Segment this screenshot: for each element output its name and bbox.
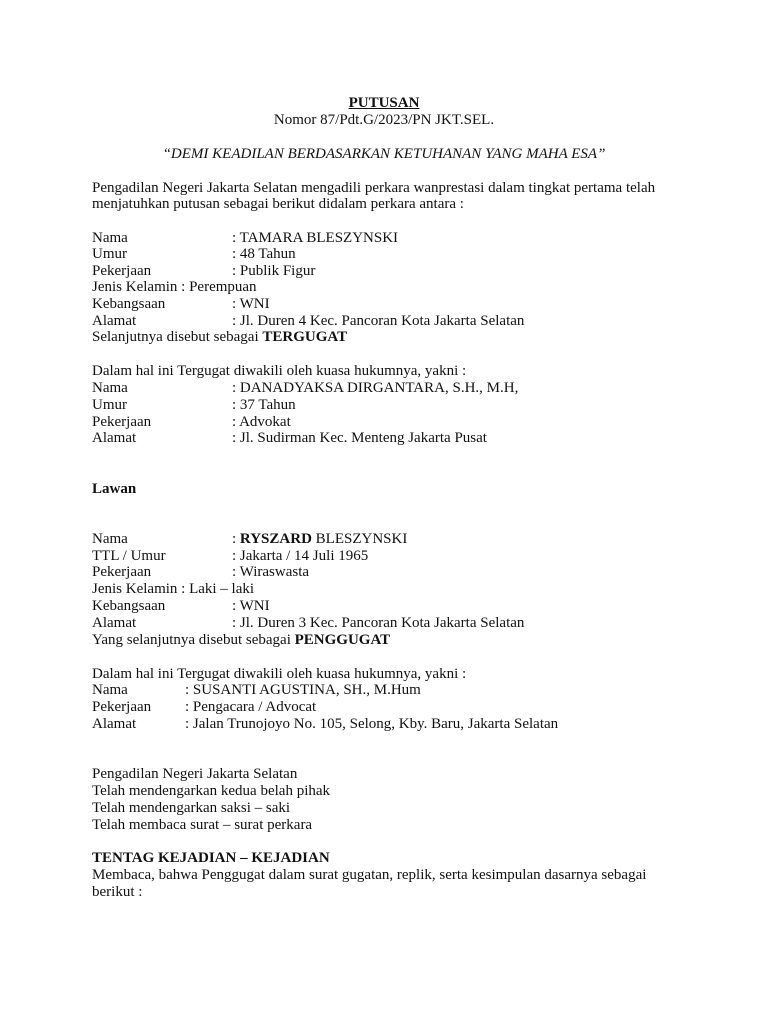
case-number: Nomor 87/Pdt.G/2023/PN JKT.SEL. [273,112,495,128]
field-label: Pekerjaan [92,263,152,279]
intro-line-2: menjatuhkan putusan sebagai berikut didalam perkara antara : [92,196,464,212]
facts-text-line-2: berikut : [92,884,143,900]
field-colon: : [232,531,240,547]
defendant-counsel-alamat-row [92,430,487,446]
field-value: : SUSANTI AGUSTINA, SH., M.Hum [185,682,421,698]
court-note: Telah membaca surat – surat perkara [92,817,313,833]
intro-line-1: Pengadilan Negeri Jakarta Selatan mengadili perkara wanprestasi dalam tingkat pertama telah [92,180,656,196]
defendant-counsel-pekerjaan-row [92,414,291,430]
field-value: : DANADYAKSA DIRGANTARA, S.H., M.H, [232,380,519,396]
field-label: Umur [92,397,127,413]
field-label: Alamat [92,313,137,329]
field-label: Alamat [92,615,137,631]
facts-heading: TENTAG KEJADIAN – KEJADIAN [92,850,330,866]
field-label: Nama [92,380,128,396]
defendant-pekerjaan-row [92,263,315,279]
versus-heading: Lawan [92,481,137,497]
defendant-nama-row [92,230,398,246]
field-label: Pekerjaan [92,699,152,715]
field-value: : Advokat [232,414,291,430]
field-label: Kebangsaan [92,598,166,614]
plaintiff-pekerjaan-row [92,564,309,580]
field-value: : Jakarta / 14 Juli 1965 [232,548,369,564]
defendant-designation [92,329,347,345]
field-value: : Jl. Sudirman Kec. Menteng Jakarta Pusat [232,430,487,446]
field-label: TTL / Umur [92,548,166,564]
field-value: : WNI [232,296,270,312]
defendant-umur-row [92,246,296,262]
field-value: : TAMARA BLESZYNSKI [232,230,399,246]
designation-role: TERGUGAT [262,329,348,345]
field-label: Nama [92,531,128,547]
document-title: PUTUSAN [348,95,420,111]
field-label: Pekerjaan [92,564,152,580]
plaintiff-last-name: BLESZYNSKI [311,531,408,547]
defendant-alamat-row [92,313,524,329]
plaintiff-jenis-kelamin: Jenis Kelamin : Laki – laki [92,581,255,597]
plaintiff-counsel-intro: Dalam hal ini Tergugat diwakili oleh kuasa hukumnya, yakni : [92,666,467,682]
field-label: Alamat [92,716,137,732]
field-label: Pekerjaan [92,414,152,430]
designation-text: Selanjutnya disebut sebagai [92,329,263,345]
field-value: : Publik Figur [232,263,316,279]
defendant-counsel-umur-row [92,397,296,413]
field-label: Nama [92,682,128,698]
field-label: Alamat [92,430,137,446]
plaintiff-ttl-row [92,548,368,564]
field-value: : Pengacara / Advocat [185,699,317,715]
court-note: Telah mendengarkan kedua belah pihak [92,783,331,799]
field-value: : Wiraswasta [232,564,310,580]
defendant-counsel-nama-row [92,380,518,396]
field-label: Kebangsaan [92,296,166,312]
plaintiff-counsel-alamat-row [92,716,558,732]
plaintiff-counsel-pekerjaan-row [92,699,316,715]
field-value: : Jalan Trunojoyo No. 105, Selong, Kby. Baru, Jakarta Selatan [185,716,559,732]
designation-text: Yang selanjutnya disebut sebagai [92,632,295,648]
field-value: : 37 Tahun [232,397,296,413]
field-value: : Jl. Duren 4 Kec. Pancoran Kota Jakarta Selatan [232,313,525,329]
court-motto: “DEMI KEADILAN BERDASARKAN KETUHANAN YANG MAHA ESA” [162,146,606,162]
court-note: Telah mendengarkan saksi – saki [92,800,291,816]
defendant-jenis-kelamin: Jenis Kelamin : Perempuan [92,279,257,295]
defendant-kebangsaan-row [92,296,270,312]
field-value: : 48 Tahun [232,246,296,262]
plaintiff-nama-row [92,531,407,547]
facts-text-line-1: Membaca, bahwa Penggugat dalam surat gugatan, replik, serta kesimpulan dasarnya sebagai [92,867,647,883]
defendant-counsel-intro: Dalam hal ini Tergugat diwakili oleh kuasa hukumnya, yakni : [92,363,467,379]
field-value: : Jl. Duren 3 Kec. Pancoran Kota Jakarta Selatan [232,615,525,631]
plaintiff-alamat-row [92,615,524,631]
court-note: Pengadilan Negeri Jakarta Selatan [92,766,298,782]
field-value: : WNI [232,598,270,614]
plaintiff-counsel-nama-row [92,682,421,698]
designation-role: PENGGUGAT [294,632,391,648]
field-label: Nama [92,230,128,246]
plaintiff-first-name: RYSZARD [239,531,312,547]
plaintiff-designation [92,632,390,648]
plaintiff-kebangsaan-row [92,598,270,614]
field-label: Umur [92,246,127,262]
